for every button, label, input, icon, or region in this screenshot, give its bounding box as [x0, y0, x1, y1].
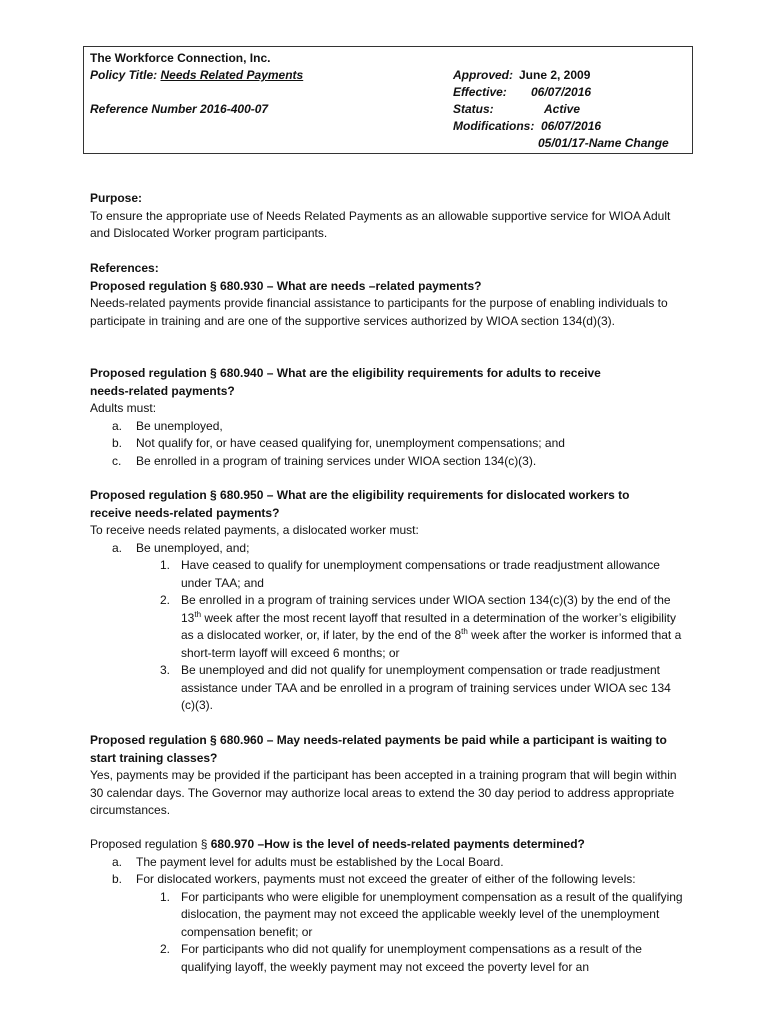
numbered-item-text — [181, 593, 681, 660]
list-item-text: For dislocated workers, payments must not exceed the greater of either of the following levels: — [136, 872, 636, 886]
numbered-item-text: Be unemployed and did not qualify for unemployment compensation or trade readjustment assistance under TAA and be enrolled in a program of training services under WIOA sec 134 (c)(3). — [181, 663, 671, 712]
list-item — [90, 871, 690, 889]
modifications-value-2: 05/01/17-Name Change — [538, 136, 669, 150]
section-950-intro: To receive needs related payments, a dislocated worker must: — [90, 523, 419, 537]
list-item — [90, 540, 690, 558]
list-item — [90, 453, 690, 471]
section-950-heading-line1: Proposed regulation § 680.950 – What are the eligibility requirements for dislocated workers to — [90, 488, 630, 502]
text-run: Be enrolled in a program of training services under WIOA section 134(c)(3) by the end of the 13 — [181, 593, 671, 625]
list-item-label: b. — [112, 872, 123, 886]
list-item-label: a. — [112, 854, 123, 869]
section-960-text: Yes, payments may be provided if the participant has been accepted in a training program that will begin within 30 calendar days. The Governor may authorize local areas to extend the 30 day period to address appropriate circumstances. — [90, 768, 677, 817]
numbered-item-label: 1. — [160, 558, 171, 572]
status-value: Active — [544, 102, 581, 116]
section-960-heading: Proposed regulation § 680.960 – May needs-related payments be paid while a participant is waiting to start training classes? — [90, 733, 667, 765]
list-item-label: a. — [112, 540, 123, 555]
section-950-heading-line2: receive needs-related payments? — [90, 505, 280, 520]
numbered-item-label: 3. — [160, 663, 171, 677]
list-item-text: The payment level for adults must be established by the Local Board. — [136, 854, 504, 869]
numbered-item — [90, 592, 691, 662]
section-930-text: Needs-related payments provide financial assistance to participants for the purpose of enabling individuals to participate in training and are one of the supportive services authorized by WIOA section 134(d)(3). — [90, 296, 668, 328]
list-item-text: Be unemployed, — [136, 418, 223, 433]
purpose-section — [90, 190, 690, 243]
numbered-item-label: 1. — [160, 889, 171, 904]
policy-title — [90, 67, 303, 84]
section-940-intro: Adults must: — [90, 401, 157, 415]
section-930-heading: Proposed regulation § 680.930 – What are needs –related payments? — [90, 278, 482, 293]
section-970-heading — [90, 836, 690, 854]
list-item-text: Be unemployed, and; — [136, 540, 250, 555]
effective-value: 06/07/2016 — [531, 85, 592, 99]
effective-label: Effective: — [453, 85, 507, 99]
numbered-item-label: 2. — [160, 942, 171, 956]
list-item-label: b. — [112, 436, 123, 450]
policy-title-value: Needs Related Payments — [160, 68, 304, 82]
list-item — [90, 854, 690, 872]
section-940-heading-line2: needs-related payments? — [90, 383, 235, 398]
numbered-item-text: For participants who were eligible for unemployment compensation as a result of the qualifying dislocation, the payment may not exceed the applicable weekly level of the unemployment compensation benefit; or — [181, 889, 683, 939]
numbered-item — [90, 662, 671, 715]
list-item-label: c. — [112, 453, 122, 468]
approved-label: Approved: — [453, 68, 513, 82]
list-item-text: Be enrolled in a program of training services under WIOA section 134(c)(3). — [136, 453, 537, 468]
section-940-heading-line1: Proposed regulation § 680.940 – What are the eligibility requirements for adults to receive — [90, 366, 601, 380]
text-run: week after the most recent layoff that resulted in a determination of the worker’s eligibility as a dislocated worker, or, if later, by the end of the 8 — [181, 610, 676, 642]
section-950 — [90, 487, 690, 715]
numbered-item-text: Have ceased to qualify for unemployment compensations or trade readjustment allowance under TAA; and — [181, 558, 660, 590]
text-run: week after the worker is informed that a short-term layoff will exceed 6 months; or — [181, 628, 682, 660]
numbered-item-text: For participants who did not qualify for unemployment compensations as a result of the qualifying layoff, the weekly payment may not exceed the poverty level for an — [181, 942, 642, 974]
list-item-text: Not qualify for, or have ceased qualifying for, unemployment compensations; and — [136, 436, 565, 450]
section-970-heading-bold: 680.970 –How is the level of needs-related payments determined? — [210, 837, 585, 851]
purpose-text: To ensure the appropriate use of Needs Related Payments as an allowable supportive service for WIOA Adult and Dislocated Worker program participants. — [90, 208, 671, 240]
section-960 — [90, 732, 690, 820]
purpose-heading: Purpose: — [90, 191, 143, 205]
status-label: Status: — [453, 102, 494, 116]
modifications-value: 06/07/2016 — [541, 119, 602, 133]
section-970 — [90, 836, 690, 976]
approved-value: June 2, 2009 — [519, 68, 591, 82]
modifications-label: Modifications: — [453, 119, 535, 133]
references-heading: References: — [90, 261, 159, 275]
organization-name: The Workforce Connection, Inc. — [90, 51, 271, 65]
numbered-item-label: 2. — [160, 593, 171, 607]
section-940 — [90, 365, 690, 470]
references-section — [90, 260, 690, 330]
list-item — [90, 435, 690, 453]
section-970-heading-plain: Proposed regulation § — [90, 837, 211, 851]
list-item-label: a. — [112, 418, 123, 433]
superscript: th — [461, 627, 468, 636]
reference-number: Reference Number 2016-400-07 — [90, 102, 269, 116]
list-item — [90, 418, 690, 436]
numbered-item — [90, 941, 691, 976]
numbered-item — [90, 889, 691, 942]
superscript: th — [194, 609, 202, 619]
policy-title-label: Policy Title: — [90, 68, 158, 82]
numbered-item — [90, 557, 691, 592]
